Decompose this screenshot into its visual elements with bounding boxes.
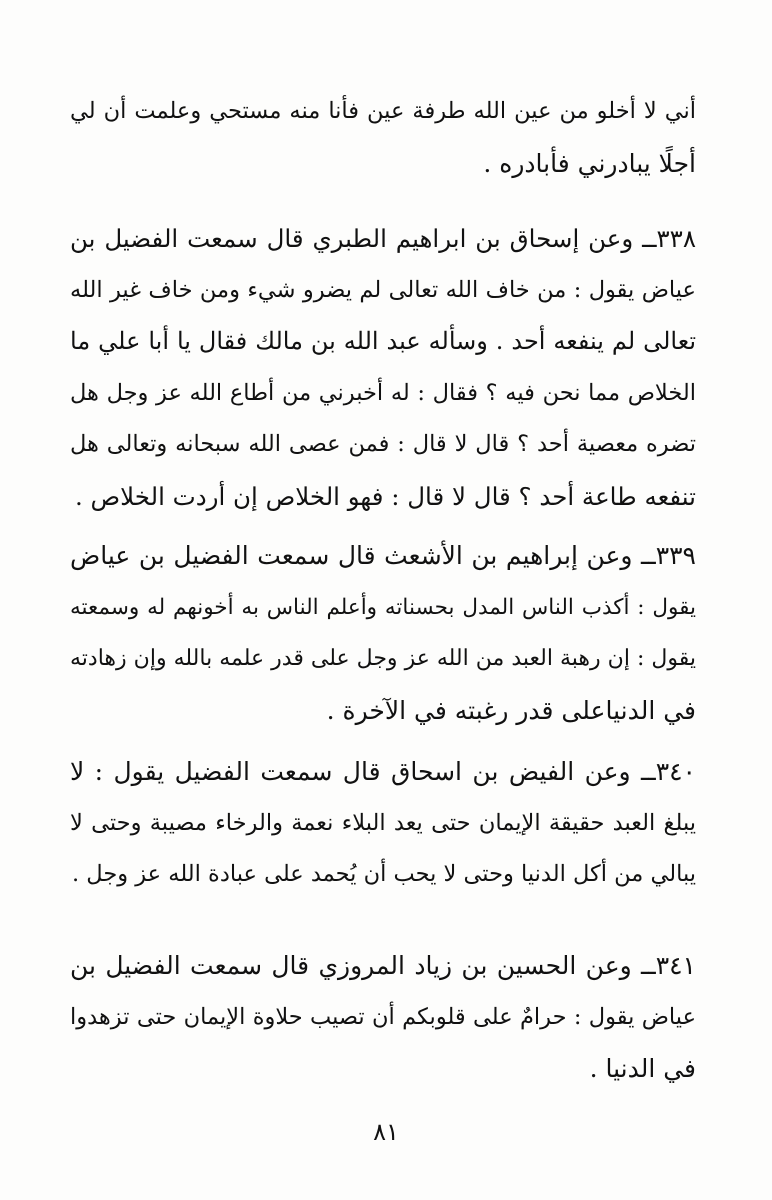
text-line: تنفعه طاعة أحد ؟ قال لا قال : فهو الخلاص إن أردت الخلاص . [74, 481, 696, 511]
page-number: ٨١ [373, 1118, 399, 1146]
narration-341 [70, 940, 696, 1095]
text-line: أجلًا يبادرني فأبادره . [483, 148, 696, 178]
narration-340 [70, 746, 696, 901]
text-line: تعالى لم ينفعه أحد . وسأله عبد الله بن مالك فقال يا أبا علي ما [70, 327, 696, 355]
text-line: الخلاص مما نحن فيه ؟ فقال : له أخبرني من أطاع الله عز وجل هل [70, 379, 696, 406]
text-line: ٣٣٩ــ وعن إبراهيم بن الأشعث قال سمعت الفضيل بن عياض [70, 541, 696, 570]
text-line: ٣٤٠ــ وعن الفيض بن اسحاق قال سمعت الفضيل يقول : لا [70, 757, 696, 786]
text-line: في الدنياعلى قدر رغبته في الآخرة . [326, 695, 696, 725]
text-line: ٣٤١ــ وعن الحسين بن زياد المروزي قال سمعت الفضيل بن [70, 951, 696, 980]
text-line: يبلغ العبد حقيقة الإيمان حتى يعد البلاء نعمة والرخاء مصيبة وحتى لا [70, 809, 696, 836]
text-line: ٣٣٨ــ وعن إسحاق بن ابراهيم الطبري قال سمعت الفضيل بن [70, 224, 696, 253]
text-line: عياض يقول : من خاف الله تعالى لم يضرو شيء ومن خاف غير الله [70, 276, 696, 303]
text-line: تضره معصية أحد ؟ قال لا قال : فمن عصى الله سبحانه وتعالى هل [70, 431, 696, 457]
paragraph-continuation [70, 86, 696, 189]
text-line: أني لا أخلو من عين الله طرفة عين فأنا منه مستحي وعلمت أن لي [70, 98, 696, 124]
text-line: يقول : إن رهبة العبد من الله عز وجل على قدر علمه بالله وإن زهادته [70, 646, 696, 671]
narration-339 [70, 530, 696, 736]
text-line: يبالي من أكل الدنيا وحتى لا يحب أن يُحمد على عبادة الله عز وجل . [72, 861, 696, 887]
text-line: في الدنيا . [589, 1054, 696, 1083]
text-line: يقول : أكذب الناس المدل بحسناته وأعلم الناس به أخونهم له وسمعته [70, 594, 696, 620]
narration-338 [70, 213, 696, 522]
text-line: عياض يقول : حرامٌ على قلوبكم أن تصيب حلاوة الإيمان حتى تزهدوا [70, 1003, 696, 1030]
